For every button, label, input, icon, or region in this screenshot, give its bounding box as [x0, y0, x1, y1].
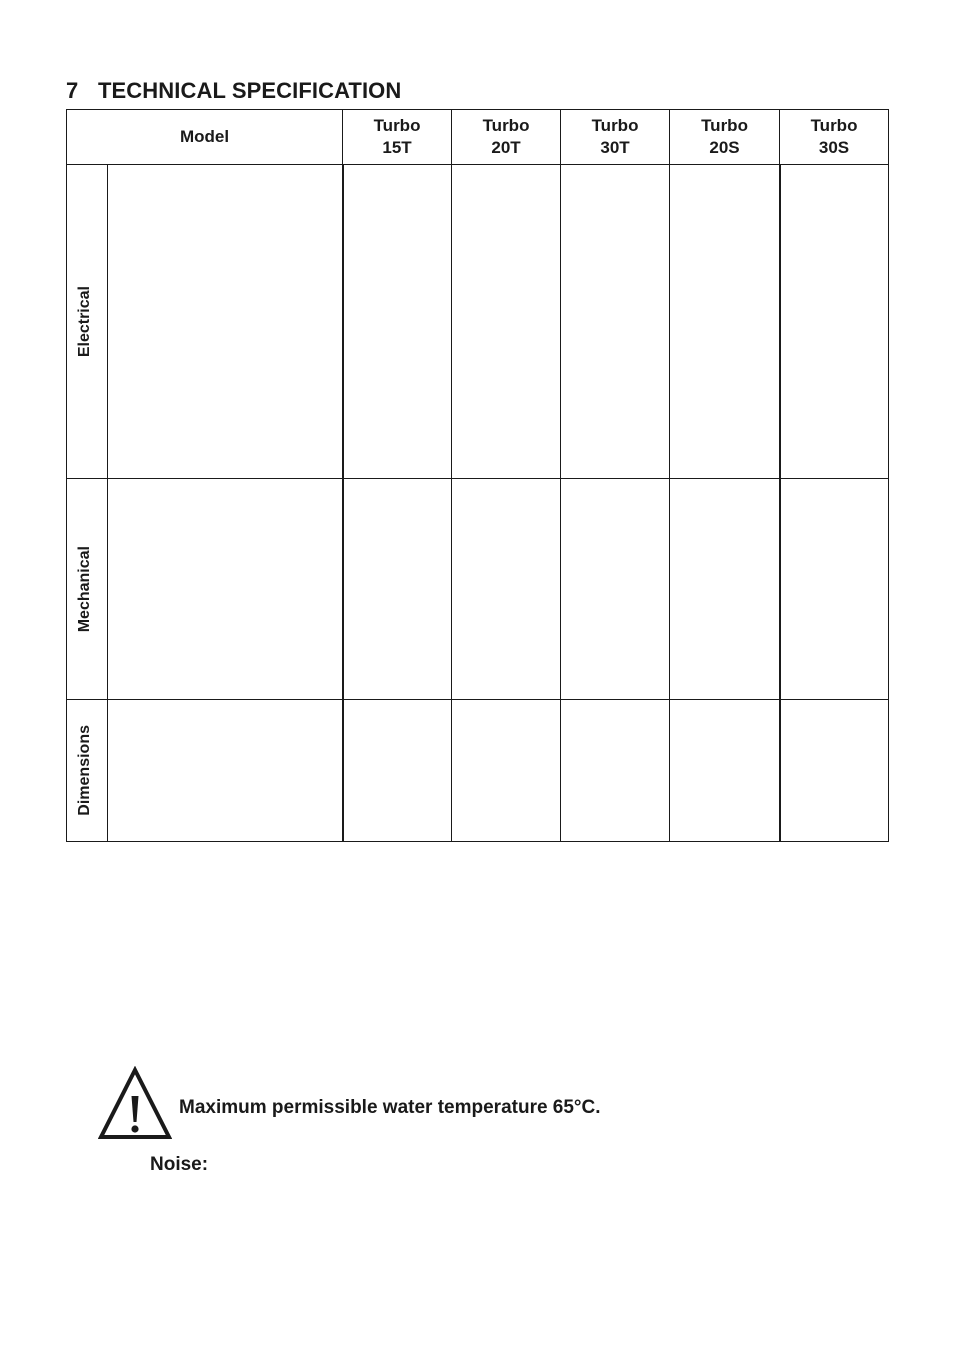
value-cell: [780, 165, 889, 479]
value-cell: [561, 165, 670, 479]
section-heading: [66, 78, 401, 104]
table-row-electrical: [67, 165, 889, 479]
value-cell: [561, 700, 670, 842]
table-header-row: [67, 110, 889, 165]
value-cell: [670, 479, 780, 700]
warning-text: Maximum permissible water temperature 65°C.: [179, 1097, 601, 1118]
table-row-dimensions: [67, 700, 889, 842]
value-cell: [452, 700, 561, 842]
column-header-turbo-20s: Turbo 20S: [670, 110, 780, 165]
section-title: TECHNICAL SPECIFICATION: [98, 78, 402, 103]
value-cell: [343, 165, 452, 479]
table-row-mechanical: [67, 479, 889, 700]
group-label-dimensions: Dimensions: [76, 725, 93, 816]
column-header-turbo-30s: Turbo 30S: [780, 110, 889, 165]
group-label-cell: [67, 479, 108, 700]
spec-label-cell: [108, 165, 343, 479]
value-cell: [780, 479, 889, 700]
value-cell: [780, 700, 889, 842]
value-cell: [670, 700, 780, 842]
model-header: Model: [67, 110, 343, 165]
value-cell: [343, 479, 452, 700]
column-header-turbo-15t: Turbo 15T: [343, 110, 452, 165]
noise-label: Noise:: [150, 1154, 209, 1175]
value-cell: [561, 479, 670, 700]
group-label-mechanical: Mechanical: [76, 545, 93, 633]
spec-label-cell: [108, 700, 343, 842]
group-label-electrical: Electrical: [76, 285, 93, 358]
value-cell: [452, 165, 561, 479]
warning-triangle-icon: [98, 1066, 172, 1140]
spec-label-cell: [108, 479, 343, 700]
value-cell: [452, 479, 561, 700]
value-cell: [670, 165, 780, 479]
spec-table: [66, 109, 889, 842]
group-label-cell: [67, 700, 108, 842]
column-header-turbo-30t: Turbo 30T: [561, 110, 670, 165]
column-header-turbo-20t: Turbo 20T: [452, 110, 561, 165]
value-cell: [343, 700, 452, 842]
section-number: 7: [66, 78, 79, 103]
group-label-cell: [67, 165, 108, 479]
